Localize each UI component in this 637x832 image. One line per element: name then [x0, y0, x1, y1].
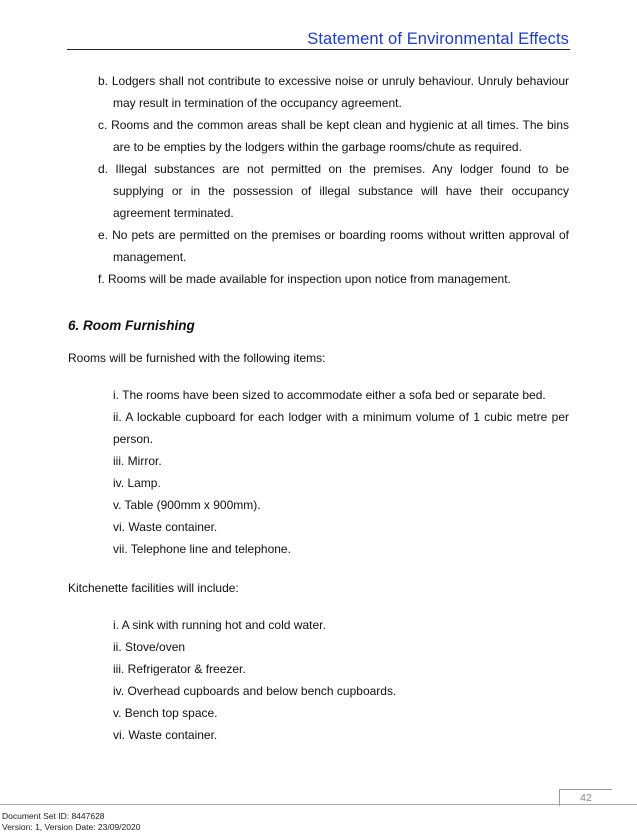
list-item: iii. Refrigerator & freezer.: [113, 658, 569, 680]
list-item: vi. Waste container.: [113, 516, 569, 538]
document-set-id: Document Set ID: 8447628: [2, 811, 140, 822]
list-item: e. No pets are permitted on the premises or boarding rooms without written approval of management.: [98, 224, 569, 268]
footer-divider: [0, 804, 637, 805]
header-divider: [67, 49, 570, 50]
furnishing-list: [113, 384, 569, 560]
kitchenette-intro: Kitchenette facilities will include:: [68, 577, 568, 599]
list-item: d. Illegal substances are not permitted on the premises. Any lodger found to be supplying or in the possession of illegal substance will have their occupancy agreement terminated.: [98, 158, 569, 224]
page-number: 42: [559, 789, 612, 806]
section-heading: 6. Room Furnishing: [68, 318, 195, 333]
list-item: v. Table (900mm x 900mm).: [113, 494, 569, 516]
list-item: vii. Telephone line and telephone.: [113, 538, 569, 560]
header-title: Statement of Environmental Effects: [307, 30, 569, 49]
list-item: v. Bench top space.: [113, 702, 569, 724]
list-item: iv. Overhead cupboards and below bench cupboards.: [113, 680, 569, 702]
furnishing-intro: Rooms will be furnished with the following items:: [68, 347, 568, 369]
list-item: i. The rooms have been sized to accommodate either a sofa bed or separate bed.: [113, 384, 569, 406]
version-info: Version: 1, Version Date: 23/09/2020: [2, 822, 140, 832]
list-item: b. Lodgers shall not contribute to excessive noise or unruly behaviour. Unruly behaviour may result in termination of the occupancy agreement.: [98, 70, 569, 114]
lodger-rules-list: [98, 70, 569, 290]
list-item: c. Rooms and the common areas shall be kept clean and hygienic at all times. The bins are to be empties by the lodgers within the garbage rooms/chute as required.: [98, 114, 569, 158]
list-item: f. Rooms will be made available for inspection upon notice from management.: [98, 268, 569, 290]
list-item: ii. A lockable cupboard for each lodger with a minimum volume of 1 cubic metre per person.: [113, 406, 569, 450]
list-item: i. A sink with running hot and cold water.: [113, 614, 569, 636]
list-item: vi. Waste container.: [113, 724, 569, 746]
kitchenette-list: [113, 614, 569, 746]
list-item: ii. Stove/oven: [113, 636, 569, 658]
list-item: iii. Mirror.: [113, 450, 569, 472]
list-item: iv. Lamp.: [113, 472, 569, 494]
